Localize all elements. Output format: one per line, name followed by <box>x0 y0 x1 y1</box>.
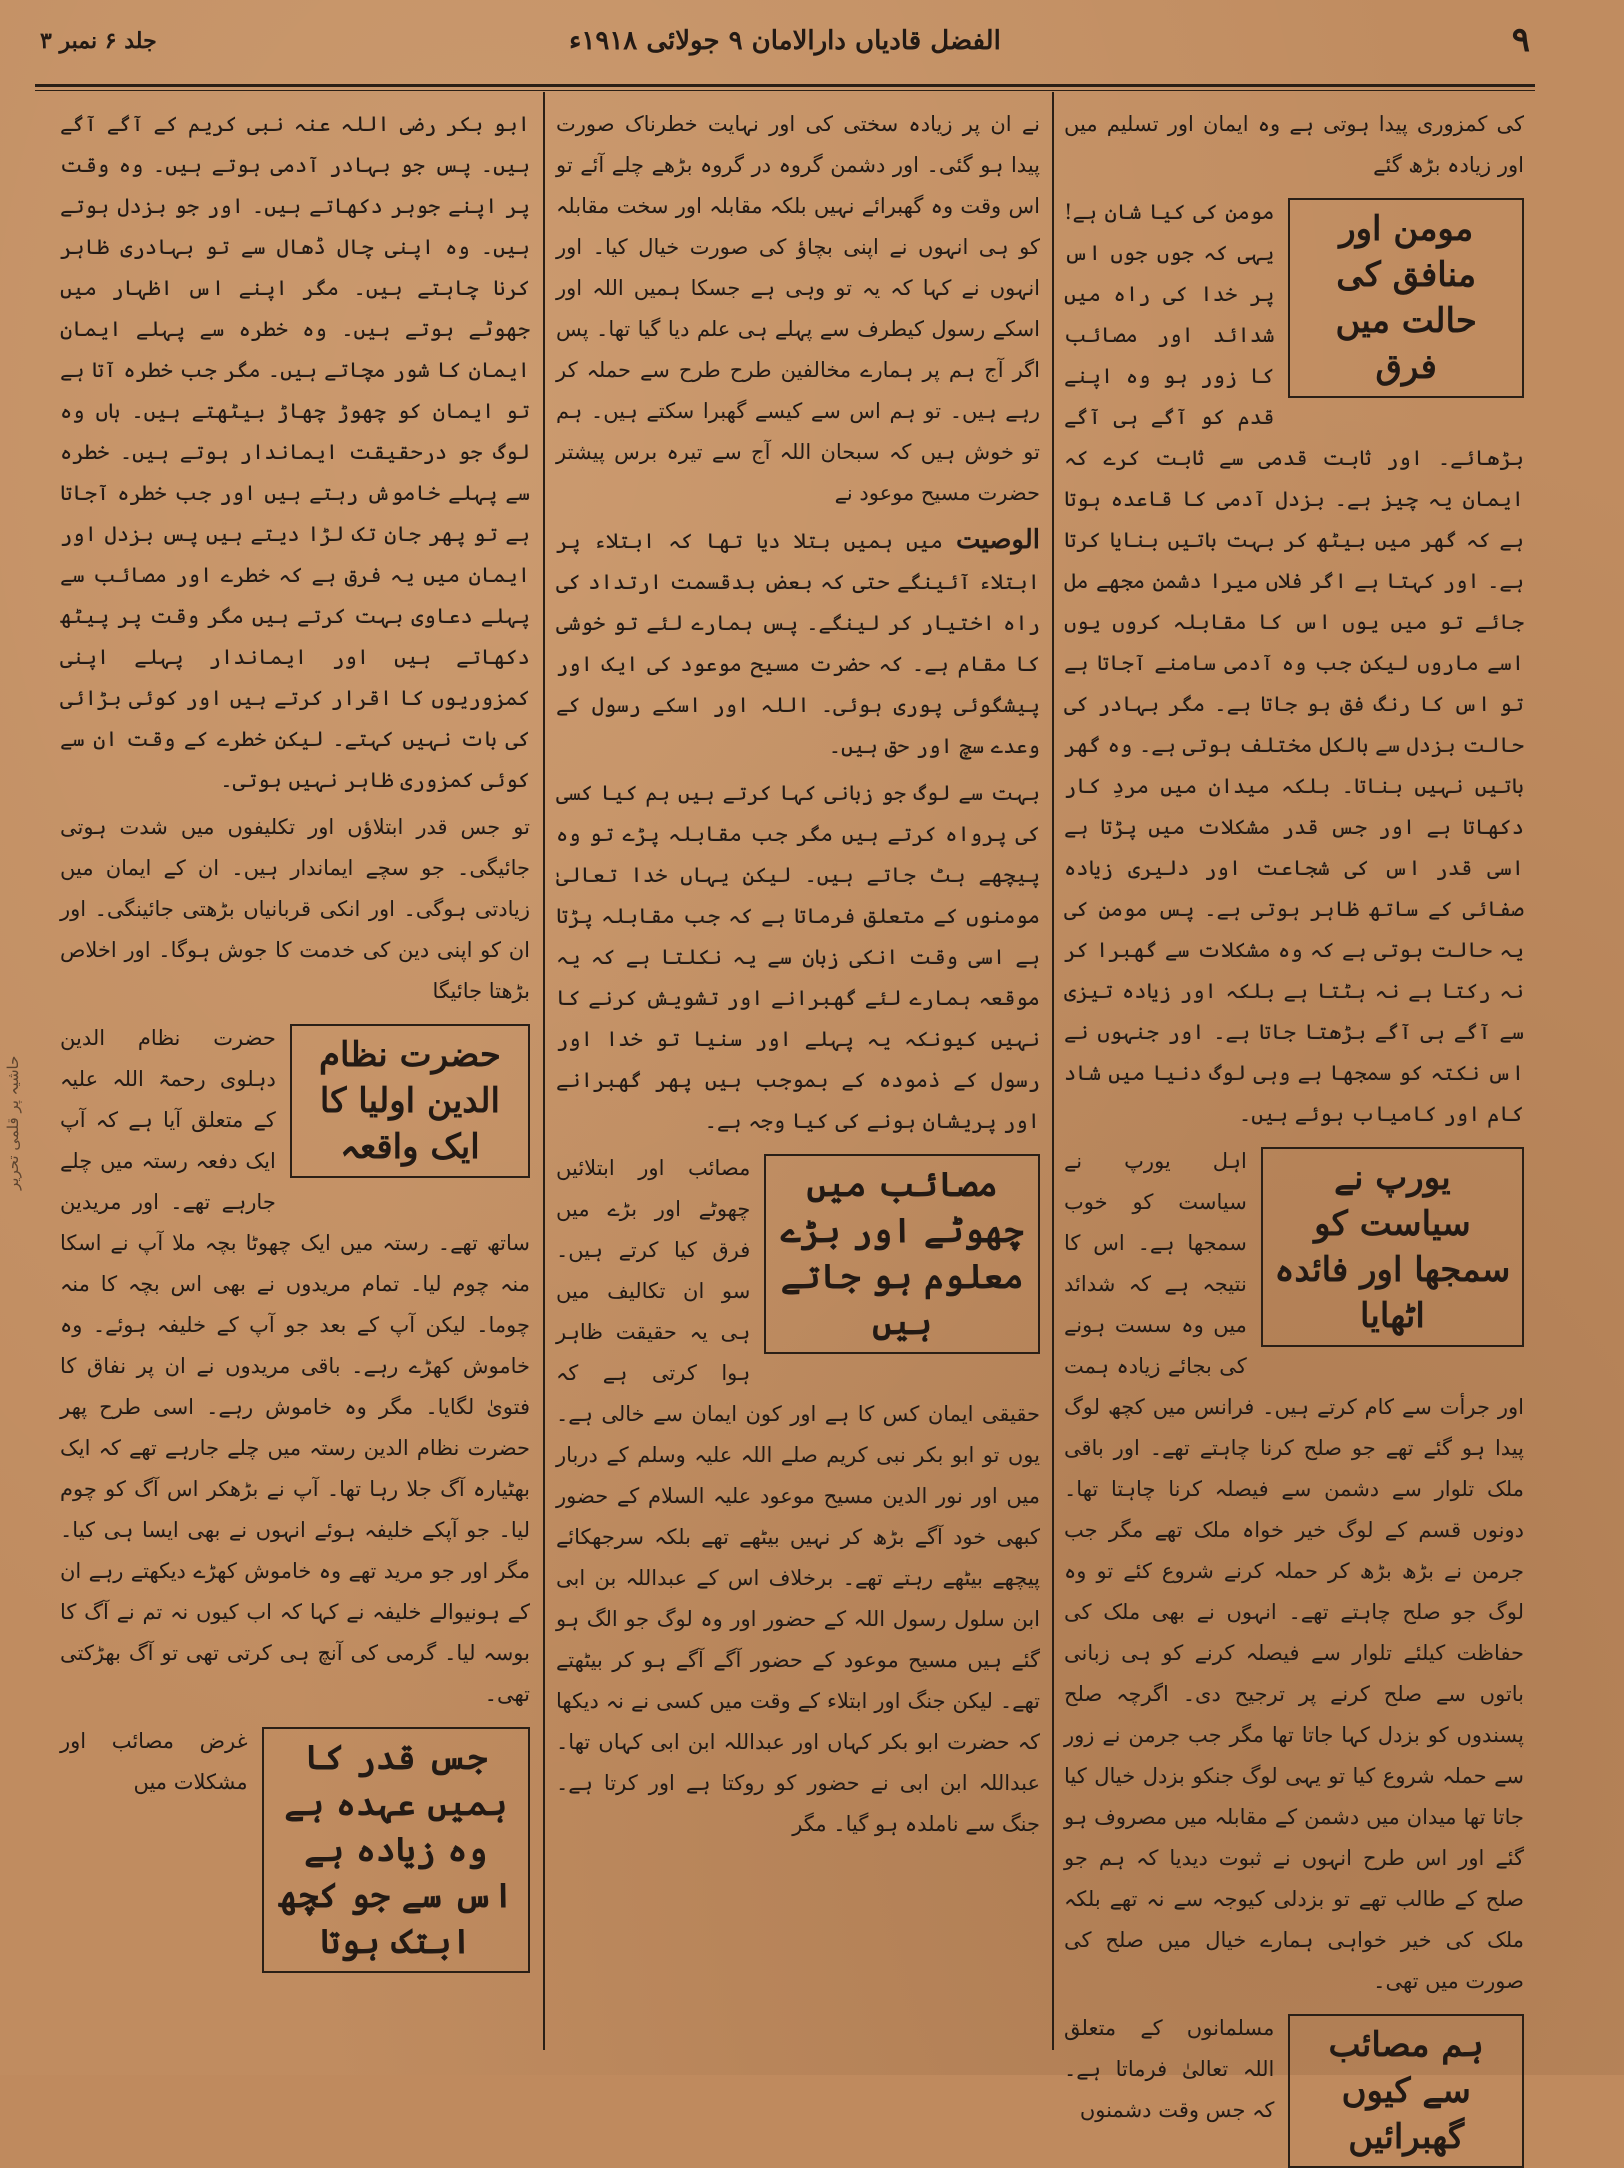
handwritten-margin-note: حاشیہ پر قلمی تحریر <box>4 1055 22 1190</box>
bold-title: الوصیت <box>955 525 1040 555</box>
paragraph: میں ہمیں بتلا دیا تھا کہ ابتلاء پر ابتلاء آئینگے حتی کہ بعض بدقسمت ارتداد کی راہ اختیار کر لینگے۔ پس ہمارے لئے تو خوشی کا مقام ہے۔ کہ حضرت مسیح موعود کی ایک اور پیشگوئی پوری ہوئی۔ اللہ اور اسکے رسول کے وعدے سچ اور حق ہیں۔ <box>556 529 1040 758</box>
section-headline: جس قدر کا ہمیں عہدہ ہے وہ زیادہ ہے اس سے جو کچھ ابتک ہوتا <box>262 1727 530 1973</box>
paragraph: مصائب اور ابتلائیں چھوٹے اور بڑے میں فرق کیا کرتے ہیں۔ سو ان تکالیف میں ہی یہ حقیقت ظاہر ہوا کرتی ہے کہ حقیقی ایمان کس کا ہے اور کون ایمان سے خالی ہے۔ یوں تو ابو بکر نبی کریم صلے اللہ علیہ وسلم کے دربار میں اور نور الدین مسیح موعود علیہ السلام کے حضور کبھی خود آگے بڑھ کر نہیں بیٹھے تھے بلکہ سرجھکائے پیچھے بیٹھے رہتے تھے۔ برخلاف اس کے عبداللہ بن ابی ابن سلول رسول اللہ کے حضور اور وہ لوگ جو الگ ہو گئے ہیں مسیح موعود کے حضور آگے آگے ہو کر بیٹھتے تھے۔ لیکن جنگ اور ابتلاء کے وقت میں کسی نے نہ دیکھا کہ حضرت ابو بکر کہاں اور عبداللہ ابن ابی کہاں تھا۔ عبداللہ ابن ابی نے حضور کو روکتا ہے اور کرتا ہے۔ جنگ سے ناملدہ ہو گیا۔ مگر <box>556 1156 1040 1836</box>
section-headline: یورپ نے سیاست کو سمجھا اور فائدہ اٹھایا <box>1261 1147 1524 1347</box>
section-headline: حضرت نظام الدین اولیا کا ایک واقعہ <box>290 1024 530 1178</box>
masthead: الفضل قادیاں دارالامان ۹ جولائی ۱۹۱۸ء <box>569 26 1001 56</box>
column-left <box>60 104 530 2044</box>
paragraph: مسلمانوں کے متعلق اللہ تعالیٰ فرماتا ہے۔ کہ جس وقت دشمنوں <box>1064 2016 1275 2122</box>
paragraph: حضرت نظام الدین دہلوی رحمۃ اللہ علیہ کے متعلق آیا ہے کہ آپ ایک دفعہ رستہ میں چلے جارہے تھے۔ اور مریدین ساتھ تھے۔ رستہ میں ایک چھوٹا بچہ ملا آپ نے اسکا منہ چوم لیا۔ تمام مریدوں نے بھی اس بچہ کا منہ چوما۔ لیکن آپ کے بعد جو آپ کے خلیفہ ہوئے۔ وہ خاموش کھڑے رہے۔ باقی مریدوں نے ان پر نفاق کا فتویٰ لگایا۔ مگر وہ خاموش رہے۔ اسی طرح پھر حضرت نظام الدین رستہ میں چلے جارہے تھے کہ ایک بھٹیارہ آگ جلا رہا تھا۔ آپ نے بڑھکر اس آگ کو چوم لیا۔ جو آپکے خلیفہ ہوئے انہوں نے بھی ایسا ہی کیا۔ مگر اور جو مرید تھے وہ خاموش کھڑے دیکھتے رہے ان کے ہونیوالے خلیفہ نے کہا کہ اب کیوں نہ تم نے آگ کا بوسہ لیا۔ گرمی کی آنچ ہی کرتی تھی تو آگ بھڑکتی تھی۔ <box>60 1026 530 1706</box>
paragraph: بہت سے لوگ جو زبانی کہا کرتے ہیں ہم کیا کسی کی پرواہ کرتے ہیں مگر جب مقابلہ پڑے تو وہ پیچھے ہٹ جاتے ہیں۔ لیکن یہاں خدا تعالیٰ مومنوں کے متعلق فرماتا ہے کہ جب مقابلہ پڑتا ہے اسی وقت انکی زبان سے یہ نکلتا ہے کہ یہ موقعہ ہمارے لئے گھبرانے اور تشویش کرنے کا نہیں کیونکہ یہ پہلے اور سنیا تو خدا اور رسول کے ذمودہ کے بموجب ہیں پھر گھبرانے اور پریشان ہونے کی کیا وجہ ہے۔ <box>556 781 1040 1133</box>
header-rule-thin <box>35 90 1535 91</box>
column-divider <box>543 92 545 2050</box>
section-headline: مصائب میں چھوٹے اور بڑے معلوم ہو جاتے ہیں <box>764 1154 1040 1354</box>
page-header <box>40 20 1530 68</box>
paragraph: اہل یورپ نے سیاست کو خوب سمجھا ہے۔ اس کا نتیجہ ہے کہ شدائد میں وہ سست ہونے کی بجائے زیادہ ہمت اور جرأت سے کام کرتے ہیں۔ فرانس میں کچھ لوگ پیدا ہو گئے تھے جو صلح کرنا چاہتے تھے۔ اور باقی ملک تلوار سے دشمن سے فیصلہ کرنا چاہتا تھا۔ دونوں قسم کے لوگ خیر خواہ ملک تھے مگر جب جرمن نے بڑھ بڑھ کر حملہ کرنے شروع کئے تو وہ لوگ جو صلح چاہتے تھے۔ انہوں نے بھی ملک کی حفاظت کیلئے تلوار سے فیصلہ کرنے کو ہی زبانی باتوں سے صلح کرنے پر ترجیح دی۔ اگرچہ صلح پسندوں کو بزدل کہا جاتا تھا مگر جب جرمن نے زور سے حملہ شروع کیا تو یہی لوگ جنکو بزدل خیال کیا جاتا تھا میدان میں دشمن کے مقابلہ میں مصروف ہو گئے اور اس طرح انہوں نے ثبوت دیدیا کہ ہم جو صلح کے طالب تھے تو بزدلی کیوجہ سے نہ تھے بلکہ ملک کی خیر خواہی ہمارے خیال میں صلح کی صورت میں تھی۔ <box>1064 1149 1524 1993</box>
column-middle <box>556 104 1040 2044</box>
page-number: ۹ <box>1511 20 1530 60</box>
column-right <box>1064 104 1524 2157</box>
volume-number: جلد ۶ نمبر ۳ <box>40 28 157 54</box>
paragraph: مومن کی کیا شان ہے! یہی کہ جوں جوں اس پر خدا کی راہ میں شدائد اور مصائب کا زور ہو وہ اپنے قدم کو آگے ہی آگے بڑھائے۔ اور ثابت قدمی سے ثابت کرے کہ ایمان یہ چیز ہے۔ بزدل آدمی کا قاعدہ ہوتا ہے کہ گھر میں بیٹھ کر بہت باتیں بنایا کرتا ہے۔ اور کہتا ہے اگر فلاں میرا دشمن مجھے مل جائے تو میں یوں اس کا مقابلہ کروں یوں اسے ماروں لیکن جب وہ آدمی سامنے آجاتا ہے تو اس کا رنگ فق ہو جاتا ہے۔ مگر بہادر کی حالت بزدل سے بالکل مختلف ہوتی ہے۔ وہ گھر باتیں نہیں بناتا۔ بلکہ میدان میں مردِ کار دکھاتا ہے اور جس قدر مشکلات میں پڑتا ہے اسی قدر اس کی شجاعت اور دلیری زیادہ صفائی کے ساتھ ظاہر ہوتی ہے۔ پس مومن کی یہ حالت ہوتی ہے کہ وہ مشکلات سے گھبرا کر نہ رکتا ہے نہ ہٹتا ہے بلکہ اور زیادہ تیزی سے آگے ہی آگے بڑھتا جاتا ہے۔ اور جنہوں نے اس نکتہ کو سمجھا ہے وہی لوگ دنیا میں شاد کام اور کامیاب ہوئے ہیں۔ <box>1064 200 1524 1126</box>
paragraph: ابو بکر رضی اللہ عنہ نبی کریم کے آگے آگے ہیں۔ پس جو بہادر آدمی ہوتے ہیں۔ وہ وقت پر اپنے جوہر دکھاتے ہیں۔ اور جو بزدل ہوتے ہیں۔ وہ اپنی چال ڈھال سے تو بہادری ظاہر کرنا چاہتے ہیں۔ مگر اپنے اس اظہار میں جھوٹے ہوتے ہیں۔ وہ خطرہ سے پہلے ایمان ایمان کا شور مچاتے ہیں۔ مگر جب خطرہ آتا ہے تو ایمان کو چھوڑ چھاڑ بیٹھتے ہیں۔ ہاں وہ لوگ جو درحقیقت ایماندار ہوتے ہیں۔ خطرہ سے پہلے خاموش رہتے ہیں اور جب خطرہ آجاتا ہے تو پھر جان تک لڑا دیتے ہیں پس بزدل اور ایمان میں یہ فرق ہے کہ خطرے اور مصائب سے پہلے دعاوی بہت کرتے ہیں مگر وقت پر پیٹھ دکھاتے ہیں اور ایماندار پہلے اپنی کمزوریوں کا اقرار کرتے ہیں اور کوئی بڑائی کی بات نہیں کہتے۔ لیکن خطرے کے وقت ان سے کوئی کمزوری ظاہر نہیں ہوتی۔ <box>60 112 530 792</box>
paragraph: غرض مصائب اور مشکلات میں <box>60 1729 248 1794</box>
header-rule <box>35 84 1535 87</box>
section-headline: مومن اور منافق کی حالت میں فرق <box>1288 198 1524 398</box>
paragraph: تو جس قدر ابتلاؤں اور تکلیفوں میں شدت ہوتی جائیگی۔ جو سچے ایماندار ہیں۔ ان کے ایمان میں زیادتی ہوگی۔ اور انکی قربانیاں بڑھتی جائینگی۔ اور ان کو اپنی دین کی خدمت کا جوش ہوگا۔ اور اخلاص بڑھتا جائیگا <box>60 815 530 1003</box>
section-headline: ہم مصائب سے کیوں گھبرائیں <box>1288 2014 1524 2168</box>
column-intro: کی کمزوری پیدا ہوتی ہے وہ ایمان اور تسلیم میں اور زیادہ بڑھ گئے <box>1064 112 1524 177</box>
paragraph: نے ان پر زیادہ سختی کی اور نہایت خطرناک صورت پیدا ہو گئی۔ اور دشمن گروہ در گروہ بڑھے چلے آئے تو اس وقت وہ گھبرائے نہیں بلکہ مقابلہ اور سخت مقابلہ کو ہی انہوں نے اپنی بچاؤ کی صورت خیال کیا۔ اور انہوں نے کہا کہ یہ تو وہی ہے جسکا ہمیں اللہ اور اسکے رسول کیطرف سے پہلے ہی علم دیا گیا تھا۔ پس اگر آج ہم پر ہمارے مخالفین طرح طرح سے حملہ کر رہے ہیں۔ تو ہم اس سے کیسے گھبرا سکتے ہیں۔ ہم تو خوش ہیں کہ سبحان اللہ آج سے تیرہ برس پیشتر حضرت مسیح موعود نے <box>556 112 1040 505</box>
column-divider <box>1052 92 1054 2050</box>
